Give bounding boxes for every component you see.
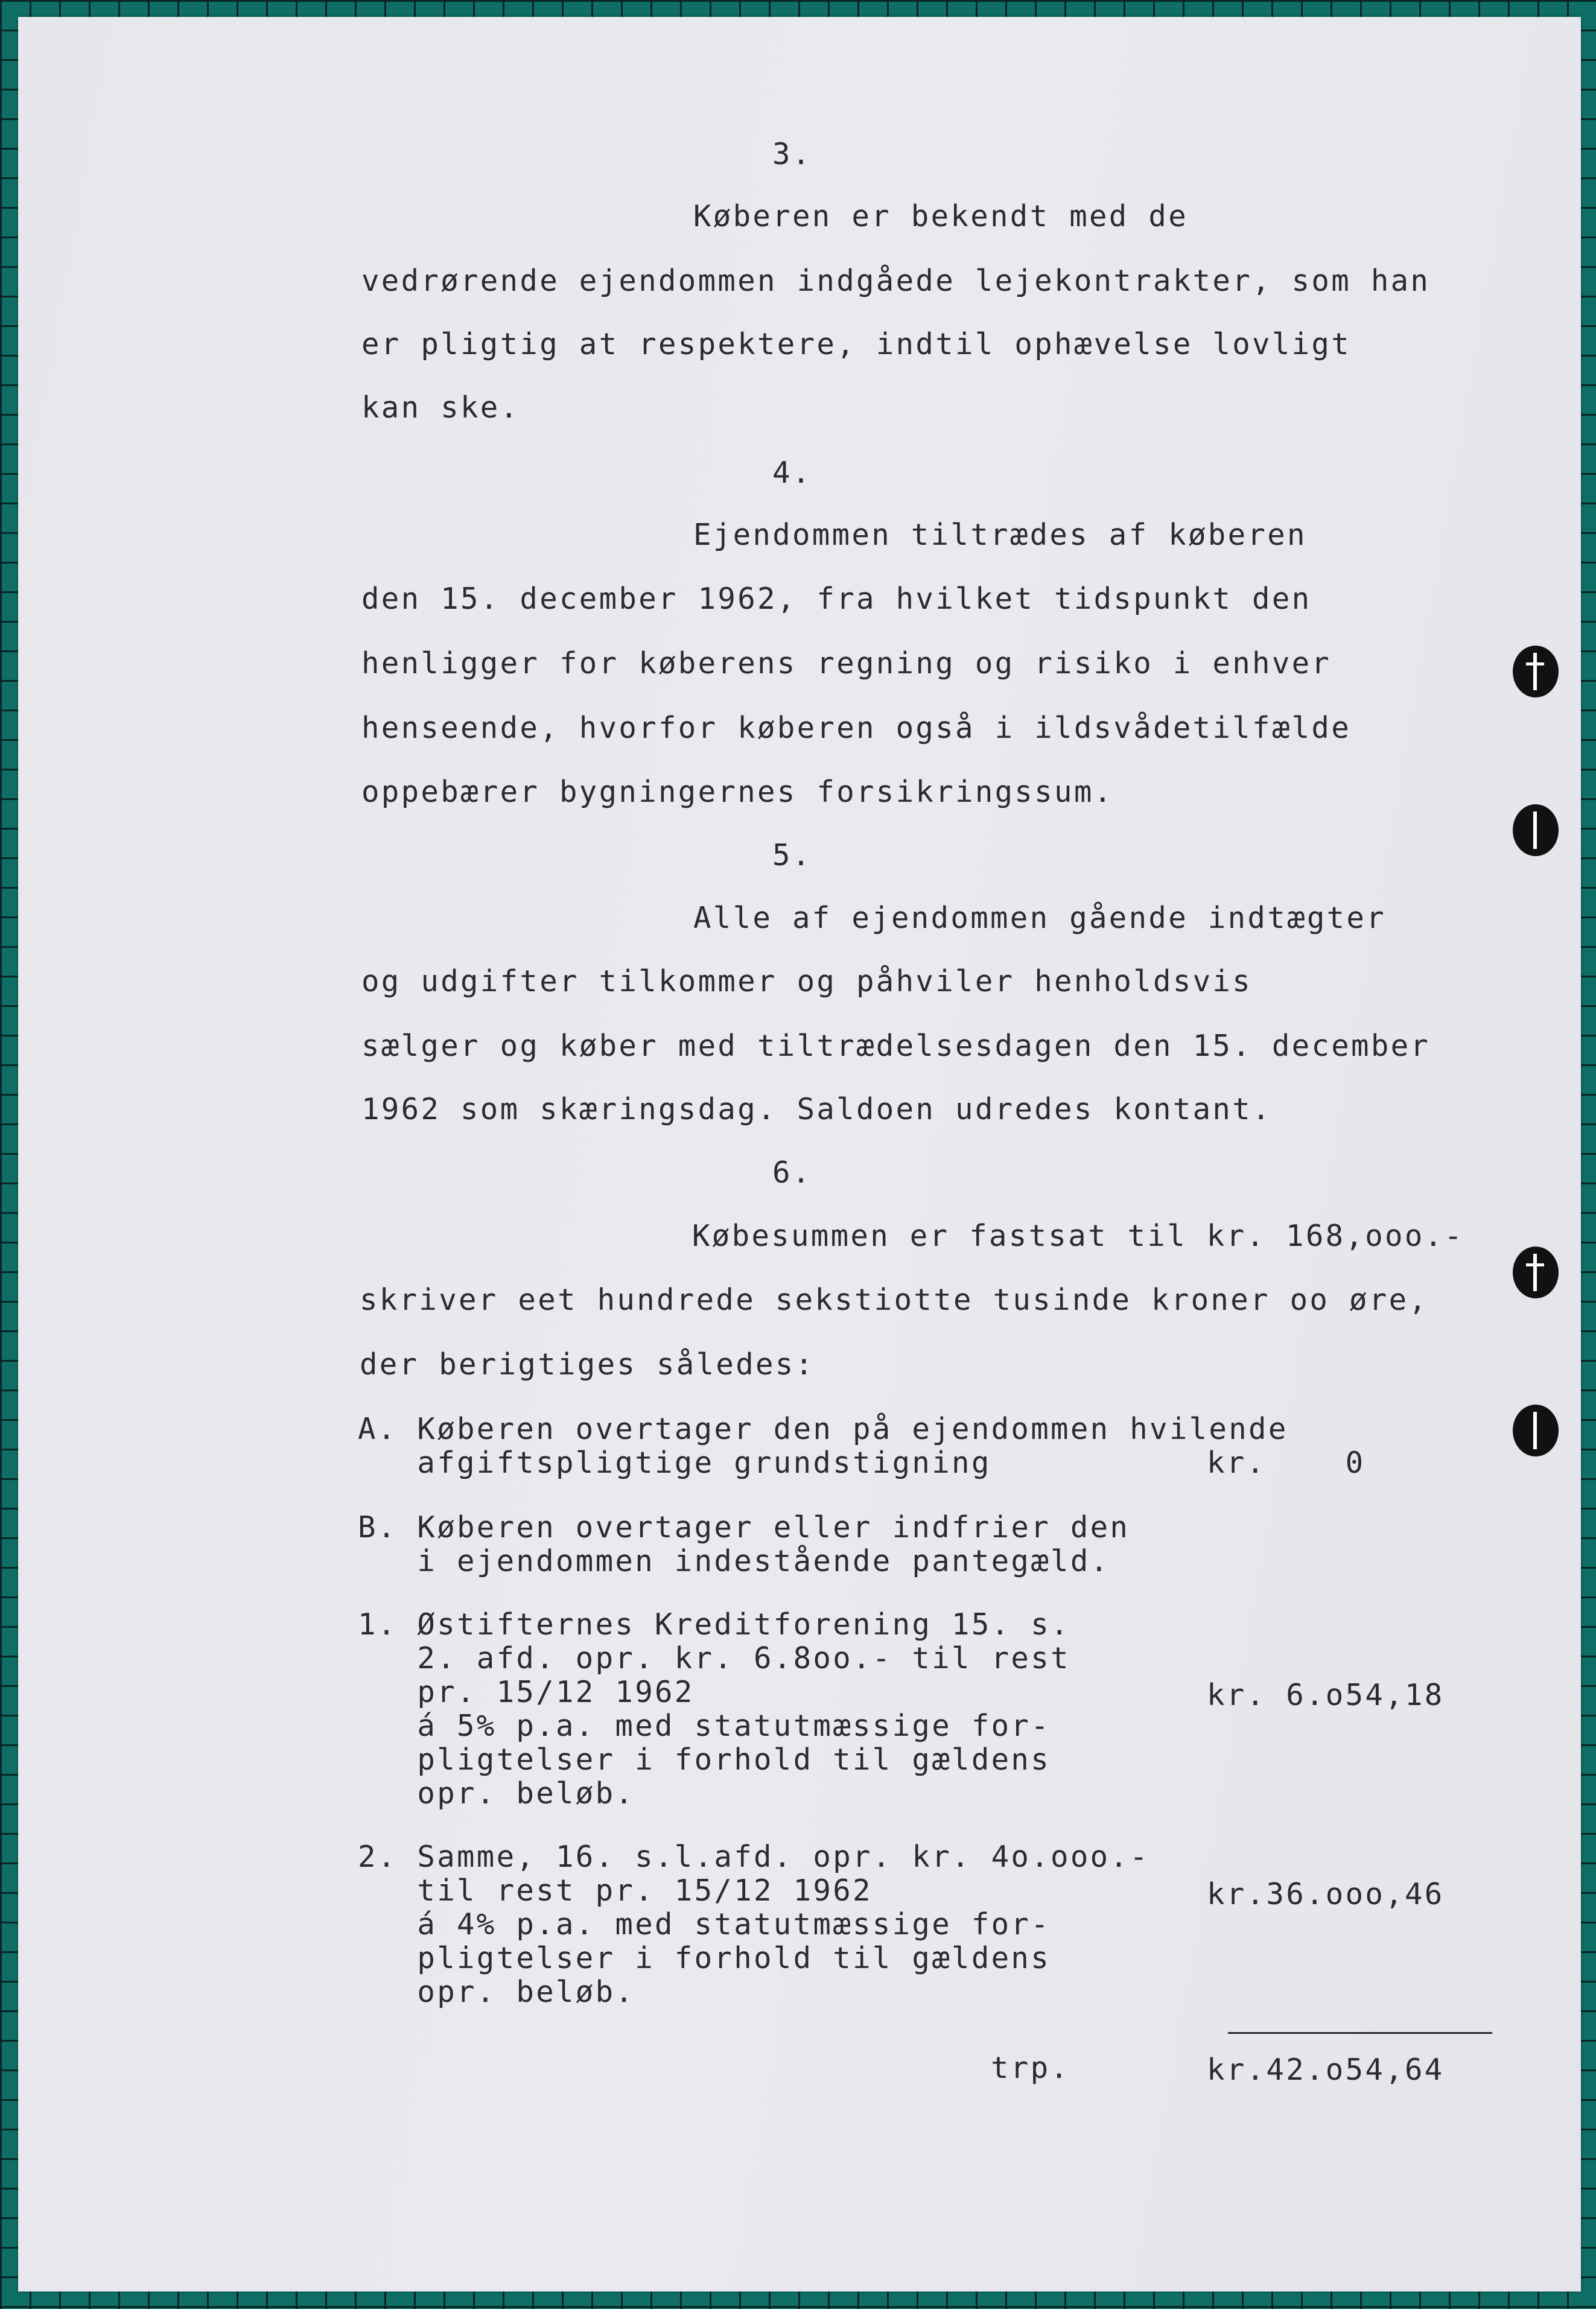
section-3-line: vedrørende ejendommen indgåede lejekontrakter, som han [361,264,1431,298]
section-4-line: Ejendommen tiltrædes af køberen [693,518,1307,552]
section-5-line: og udgifter tilkommer og påhviler henholdsvis [361,964,1253,999]
section-3-line: Køberen er bekendt med de [693,199,1189,233]
section-number-5: 5. [772,838,812,872]
item-1-line: pligtelser i forhold til gældens [358,1742,1051,1777]
section-4-line: oppebærer bygningernes forsikringssum. [361,775,1114,809]
section-6-line: skriver eet hundrede sekstiotte tusinde kroner oo øre, [360,1283,1429,1317]
section-3-line: er pligtig at respektere, indtil ophævelse lovligt [361,327,1352,361]
item-1-amount: kr. 6.o54,18 [1207,1678,1445,1712]
item-2-line: á 4% p.a. med statutmæssige for- [358,1907,1051,1942]
section-3-line: kan ske. [361,390,520,425]
section-5-line: sælger og køber med tiltrædelsesdagen den 15. december [361,1029,1431,1063]
section-5-line: Alle af ejendommen gående indtægter [693,901,1387,935]
item-2-line: til rest pr. 15/12 1962 [358,1873,873,1908]
carry-label: trp. [991,2051,1070,2085]
section-number-3: 3. [772,137,812,171]
item-a-line: A. Køberen overtager den på ejendommen hvilende [358,1412,1288,1446]
item-2-line: 2. Samme, 16. s.l.afd. opr. kr. 4o.ooo.- [358,1840,1150,1874]
document-page [18,17,1581,2292]
item-2-line: pligtelser i forhold til gældens [358,1941,1051,1975]
item-2-amount: kr.36.ooo,46 [1207,1877,1445,1911]
item-1-line: opr. beløb. [358,1776,635,1811]
section-6-line: Købesummen er fastsat til kr. 168,ooo.- [692,1219,1464,1253]
sum-rule [1228,2032,1492,2034]
item-a-line: afgiftspligtige grundstigning [358,1446,991,1480]
item-1-line: 1. Østifternes Kreditforening 15. s. [358,1607,1070,1642]
punch-hole-icon [1513,804,1559,856]
item-1-line: á 5% p.a. med statutmæssige for- [358,1709,1051,1743]
section-number-6: 6. [772,1155,812,1190]
carry-amount: kr.42.o54,64 [1207,2053,1445,2087]
section-number-4: 4. [772,456,812,490]
item-1-line: pr. 15/12 1962 [358,1675,695,1709]
punch-hole-icon [1513,646,1559,697]
item-b-line: B. Køberen overtager eller indfrier den [358,1510,1130,1545]
item-1-line: 2. afd. opr. kr. 6.8oo.- til rest [358,1641,1070,1675]
section-5-line: 1962 som skæringsdag. Saldoen udredes kontant. [361,1092,1272,1126]
item-a-amount: kr. 0 [1207,1446,1366,1480]
section-4-line: den 15. december 1962, fra hvilket tidspunkt den [361,582,1312,616]
item-b-line: i ejendommen indestående pantegæld. [358,1544,1110,1578]
section-4-line: henseende, hvorfor køberen også i ildsvådetilfælde [361,711,1352,745]
punch-hole-icon [1513,1405,1559,1456]
item-2-line: opr. beløb. [358,1975,635,2009]
section-4-line: henligger for køberens regning og risiko i enhver [361,646,1332,681]
section-6-line: der berigtiges således: [360,1347,815,1382]
punch-hole-icon [1513,1247,1559,1298]
